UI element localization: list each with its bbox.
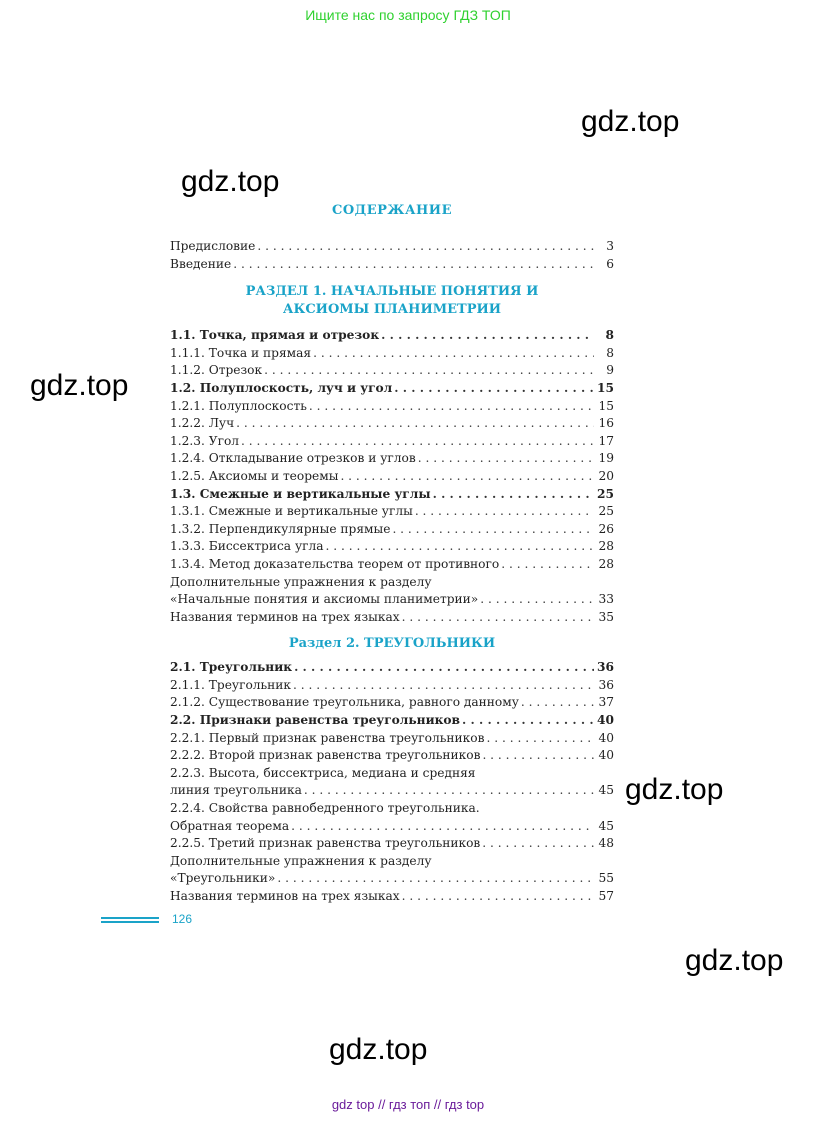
entry-label: 1.2.2. Луч	[170, 416, 235, 431]
entry-label: 2.2.2. Второй признак равенства треугольников	[170, 748, 481, 763]
toc-entry	[170, 327, 614, 345]
entry-label: 1.3. Смежные и вертикальные углы	[170, 486, 431, 501]
top-banner-text: Ищите нас по запросу ГДЗ ТОП	[305, 7, 511, 23]
entry-page: 16	[598, 416, 614, 431]
entry-label: Предисловие	[170, 239, 256, 253]
entry-page: 8	[606, 345, 614, 360]
entry-page: 36	[597, 660, 614, 675]
toc-entry	[170, 835, 614, 853]
toc-entry-text: 2.2.4. Свойства равнобедренного треугольника.	[170, 801, 480, 816]
watermark: gdz.top	[685, 944, 784, 977]
toc-entry	[170, 380, 614, 398]
section-2-entries	[170, 659, 614, 765]
entry-page: 35	[598, 609, 614, 624]
entry-label: 2.2. Признаки равенства треугольников	[170, 713, 461, 728]
entry-page: 9	[606, 363, 614, 378]
footer-text: gdz top // гдз топ // гдз top	[331, 1097, 485, 1112]
entry-page: 55	[598, 871, 614, 886]
toc-entry	[170, 256, 614, 274]
toc-entry	[170, 521, 614, 539]
entry-page: 15	[597, 380, 614, 395]
watermark: gdz.top	[581, 105, 680, 138]
toc-entry	[170, 659, 614, 677]
toc-entry	[170, 591, 614, 609]
contents-title: СОДЕРЖАНИЕ	[331, 203, 453, 218]
entry-page: 25	[598, 504, 614, 519]
entry-page: 40	[597, 713, 614, 728]
entry-label: 1.1. Точка, прямая и отрезок	[170, 328, 380, 343]
toc-entry	[170, 398, 614, 416]
toc-entry	[170, 486, 614, 504]
section-2-heading: Раздел 2. ТРЕУГОЛЬНИКИ	[288, 636, 496, 652]
toc-entry	[170, 468, 614, 486]
entry-label: Названия терминов на трех языках	[170, 889, 400, 903]
entry-page: 48	[598, 836, 614, 851]
watermark: gdz.top	[30, 369, 129, 402]
section-1-heading-line2: АКСИОМЫ ПЛАНИМЕТРИИ	[282, 302, 502, 318]
entry-label: 1.1.2. Отрезок	[170, 363, 263, 378]
entry-label: «Начальные понятия и аксиомы планиметрии»	[170, 592, 479, 607]
entry-label: Обратная теорема	[170, 818, 290, 833]
entry-label: Названия терминов на трех языках	[170, 609, 400, 624]
entry-page: 28	[598, 539, 614, 554]
entry-page: 3	[606, 239, 614, 253]
entry-label: 2.1.1. Треугольник	[170, 677, 292, 692]
entry-page: 57	[598, 889, 614, 903]
page-number: 126	[172, 912, 193, 926]
entry-label: 2.1. Треугольник	[170, 660, 293, 675]
watermark: gdz.top	[181, 165, 280, 198]
watermark: gdz.top	[329, 1033, 428, 1066]
toc-entry	[170, 712, 614, 730]
toc-entry	[170, 238, 614, 256]
toc-entry	[170, 677, 614, 695]
toc-entry	[170, 433, 614, 451]
entry-label: 2.1.2. Существование треугольника, равного данному	[170, 695, 519, 710]
entry-label: линия треугольника	[170, 783, 302, 798]
entry-page: 20	[598, 468, 614, 483]
toc-entry	[170, 870, 614, 888]
entry-label: 1.3.2. Перпендикулярные прямые	[170, 521, 391, 536]
toc-entry	[170, 747, 614, 765]
entry-page: 45	[598, 818, 614, 833]
entry-label: 1.3.1. Смежные и вертикальные углы	[170, 504, 413, 519]
entry-label: 1.2.1. Полуплоскость	[170, 398, 307, 413]
section-1-heading-line1: РАЗДЕЛ 1. НАЧАЛЬНЫЕ ПОНЯТИЯ И	[245, 284, 539, 300]
entry-page: 45	[598, 783, 614, 798]
entry-page: 28	[598, 556, 614, 571]
toc-entry	[170, 538, 614, 556]
toc-entry	[170, 345, 614, 363]
entry-page: 8	[605, 328, 614, 343]
entry-page: 40	[598, 730, 614, 745]
entry-page: 33	[598, 592, 614, 607]
toc-entry	[170, 818, 614, 836]
entry-page: 26	[598, 521, 614, 536]
entry-page: 40	[598, 748, 614, 763]
entry-page: 37	[598, 695, 614, 710]
toc-entry-text: Дополнительные упражнения к разделу	[170, 853, 432, 868]
entry-label: 2.2.5. Третий признак равенства треугольников	[170, 836, 481, 851]
toc-entry	[170, 730, 614, 748]
entry-label: 1.3.3. Биссектриса угла	[170, 539, 324, 554]
toc-entry	[170, 888, 614, 906]
toc-entry	[170, 415, 614, 433]
entry-label: 1.3.4. Метод доказательства теорем от противного	[170, 556, 500, 571]
entry-label: «Треугольники»	[170, 871, 276, 886]
entry-page: 25	[597, 486, 614, 501]
entry-label: 1.2. Полуплоскость, луч и угол	[170, 380, 393, 395]
entry-label: 1.1.1. Точка и прямая	[170, 345, 312, 360]
watermark: gdz.top	[625, 773, 724, 806]
toc-entry	[170, 609, 614, 627]
toc-entry-text: 2.2.3. Высота, биссектриса, медиана и средняя	[170, 765, 476, 780]
entry-label: 2.2.1. Первый признак равенства треугольников	[170, 730, 485, 745]
entry-label: 1.2.5. Аксиомы и теоремы	[170, 468, 339, 483]
section-1-entries	[170, 327, 614, 573]
toc-entry	[170, 503, 614, 521]
entry-label: Введение	[170, 256, 232, 271]
table-of-contents	[170, 200, 614, 906]
toc-entry	[170, 556, 614, 574]
page-number-rule	[101, 917, 159, 925]
toc-entry	[170, 362, 614, 380]
entry-page: 6	[606, 256, 614, 271]
toc-entry	[170, 694, 614, 712]
entry-page: 15	[598, 398, 614, 413]
entry-label: 1.2.4. Откладывание отрезков и углов	[170, 451, 416, 466]
toc-entry-text: Дополнительные упражнения к разделу	[170, 574, 432, 589]
section-1-heading	[170, 283, 614, 319]
entry-page: 19	[598, 451, 614, 466]
toc-entry	[170, 782, 614, 800]
entry-page: 36	[598, 677, 614, 692]
toc-entry	[170, 450, 614, 468]
entry-label: 1.2.3. Угол	[170, 433, 240, 448]
entry-page: 17	[598, 433, 614, 448]
